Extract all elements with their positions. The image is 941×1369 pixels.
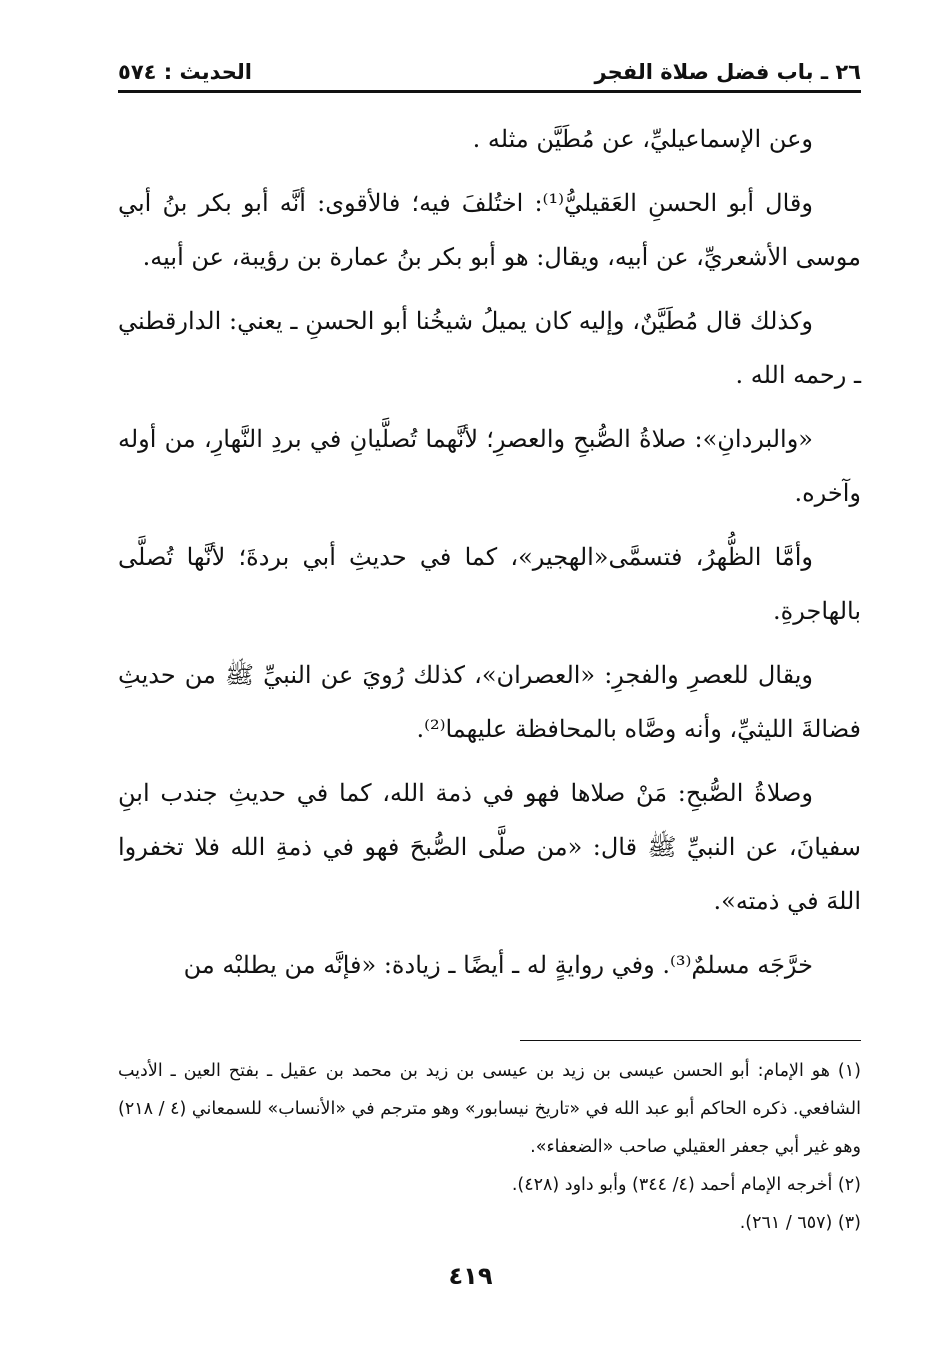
- chapter-title: ٢٦ ـ باب فضل صلاة الفجر: [594, 60, 861, 84]
- footnote: (١) هو الإمام: أبو الحسن عيسى بن زيد بن عيسى بن زيد بن محمد بن عقيل ـ بفتح العين ـ الأديب الشافعي. ذكره الحاكم أبو عبد الله في «تاريخ نيسابور» وهو مترجم في «الأنساب» للسمعاني (٤ / ٢١٨) وهو غير أبي جعفر العقيلي صاحب «الضعفاء».: [118, 1061, 861, 1157]
- hadith-number: الحديث : ٥٧٤: [118, 60, 252, 84]
- footnotes: [118, 1052, 861, 1242]
- paragraph: وصلاةُ الصُّبحِ: مَنْ صلاها فهو في ذمة الله، كما في حديثِ جندب ابنِ سفيانَ، عن النبيِّ ﷺ قال: «من صلَّى الصُّبحَ فهو في ذمةِ الله فلا تخفروا اللهَ في ذمته».: [118, 779, 861, 915]
- paragraph: وأمَّا الظُّهرُ، فتسمَّى«الهجير»، كما في حديثِ أبي بردةَ؛ لأنَّها تُصلَّى بالهاجرةِ.: [118, 543, 861, 625]
- paragraph: ويقال للعصرِ والفجرِ: «العصران»، كذلك رُويَ عن النبيِّ ﷺ من حديثِ فضالةَ الليثيِّ، وأنه وصَّاه بالمحافظة عليهما⁽²⁾.: [118, 661, 861, 743]
- paragraph: «والبردانِ»: صلاةُ الصُّبحِ والعصرِ؛ لأنَّهما تُصلَّيانِ في بردِ النَّهارِ، من أوله وآخره.: [118, 425, 861, 507]
- paragraph: وكذلك قال مُطَيَّنٌ، وإليه كان يميلُ شيخُنا أبو الحسنِ ـ يعني: الدارقطني ـ رحمه الله .: [118, 307, 861, 389]
- page-number: ٤١٩: [448, 1262, 493, 1290]
- running-header: [118, 56, 861, 88]
- paragraph: خرَّجَه مسلمٌ⁽³⁾. وفي روايةٍ له ـ أيضًا ـ زيادة: «فإنَّه من يطلبْه من: [183, 951, 813, 979]
- footnote: (٣) (٦٥٧ / ٢٦١).: [739, 1213, 861, 1233]
- footnote-separator: [520, 1040, 861, 1041]
- footnote: (٢) أخرجه الإمام أحمد (٤/ ٣٤٤) وأبو داود (٤٢٨).: [511, 1175, 861, 1195]
- header-rule: [118, 90, 861, 93]
- paragraph: وقال أبو الحسنِ العَقيليُّ⁽¹⁾: اختُلفَ فيه؛ فالأقوى: أنَّه أبو بكر بنُ أبي موسى الأشعريِّ، عن أبيه، ويقال: هو أبو بكر بنُ عمارة بن رؤيبة، عن أبيه.: [118, 189, 861, 271]
- paragraph: وعن الإسماعيليِّ، عن مُطَيَّن مثله .: [472, 125, 813, 153]
- main-text: [118, 112, 861, 992]
